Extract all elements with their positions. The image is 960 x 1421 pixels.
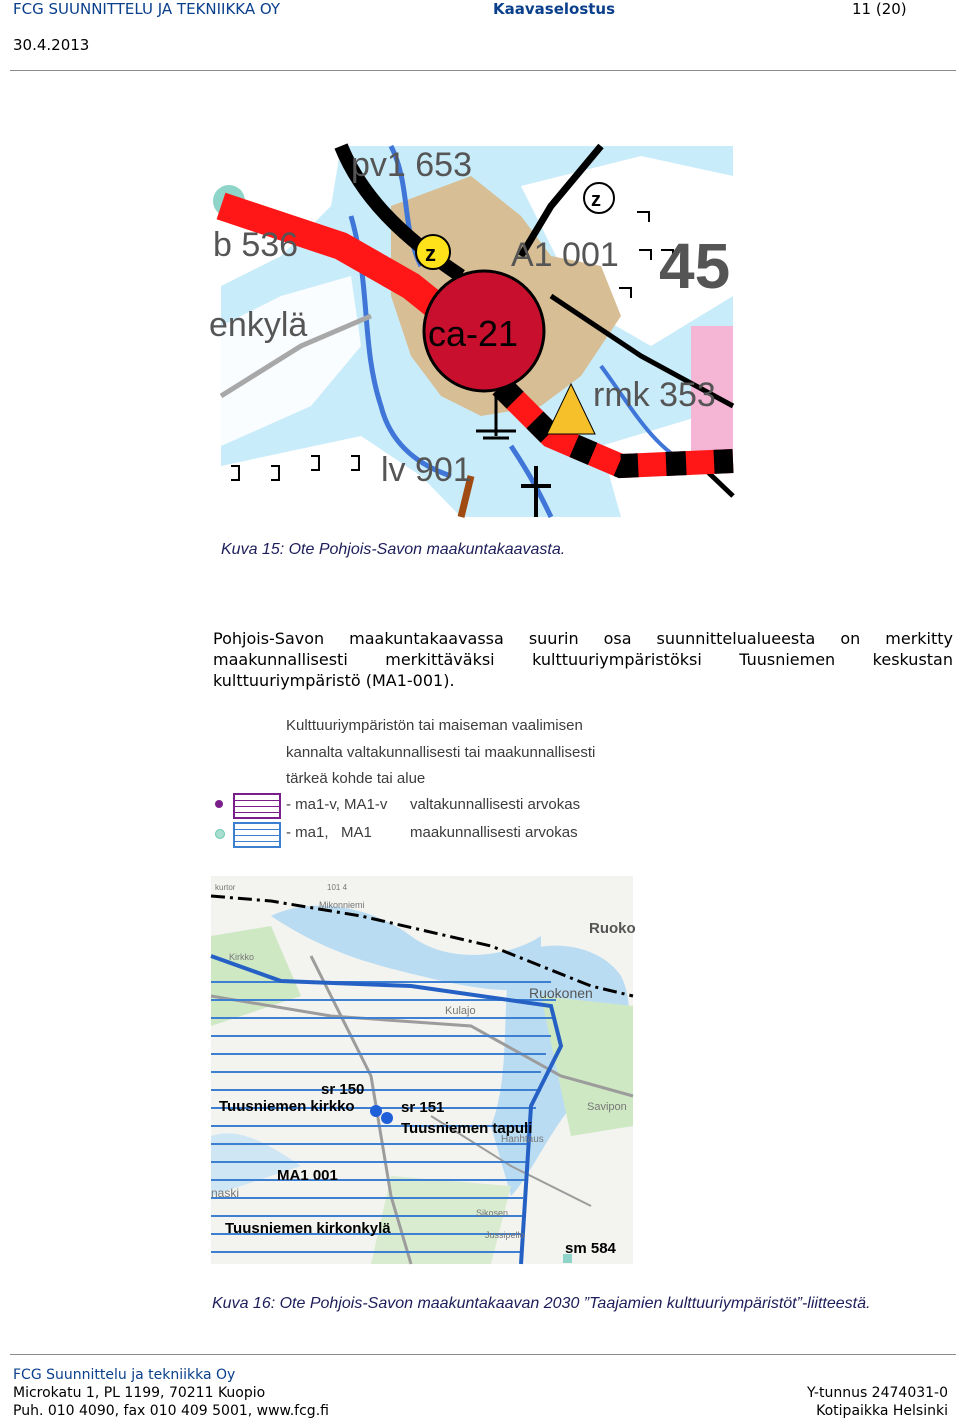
map2-label-ma1: MA1 001	[277, 1167, 338, 1184]
legend-codes-regional: - ma1, MA1	[286, 824, 372, 841]
legend-desc-national: valtakunnallisesti arvokas	[410, 796, 581, 813]
map2-label-ruoko: Ruoko	[589, 920, 636, 937]
map2-label-sm584: sm 584	[565, 1240, 616, 1257]
footer-domicile: Kotipaikka Helsinki	[816, 1403, 948, 1419]
map2-label-kirkonkyla: Tuusniemen kirkonkylä	[225, 1220, 391, 1237]
legend-heading-line-3: tärkeä kohde tai alue	[286, 770, 426, 787]
map-label-z2: z	[591, 189, 601, 211]
legend-heading-line-2: kannalta valtakunnallisesti tai maakunnallisesti	[286, 744, 596, 761]
map2-label-sr151: sr 151	[401, 1099, 445, 1116]
regional-plan-map	[209, 146, 733, 517]
map-label-z1: z	[425, 241, 436, 266]
legend-dot-national	[215, 800, 223, 808]
map2-label-savipon: Savipon	[587, 1101, 627, 1113]
map2-label-naski: naski	[211, 1186, 240, 1200]
cultural-environment-map-drawing	[211, 876, 636, 1264]
map-label-lv: lv 901	[381, 451, 472, 489]
map-label-ca21: ca-21	[428, 313, 519, 354]
header-page-number: 11 (20)	[852, 0, 907, 18]
map-label-b: b 536	[213, 226, 299, 264]
map-label-number: 45	[659, 230, 731, 302]
map2-label-kurtor: kurtor	[215, 883, 236, 892]
header-title: Kaavaselostus	[493, 0, 616, 18]
footer-company: FCG Suunnittelu ja tekniikka Oy	[13, 1367, 236, 1383]
header-divider	[10, 70, 956, 71]
map2-label-mikonniemi: Mikonniemi	[319, 900, 365, 910]
header-date: 30.4.2013	[13, 36, 90, 54]
figure-15-caption: Kuva 15: Ote Pohjois-Savon maakuntakaavasta.	[221, 541, 566, 558]
body-paragraph: Pohjois-Savon maakuntakaavassa suurin osa suunnittelualueesta on merkitty maakunnallisesti merkittäväksi kulttuuriympäristöksi Tuusniemen keskustan kulttuuriympäristö (MA1-001).	[213, 629, 953, 690]
map-label-pv: pv1 653	[351, 146, 472, 184]
map2-label-ruokonen: Ruokonen	[529, 985, 593, 1001]
map2-label-sr150: sr 150	[321, 1081, 365, 1098]
legend-desc-regional: maakunnallisesti arvokas	[410, 824, 578, 841]
footer-ytunnus: Y-tunnus 2474031-0	[807, 1385, 948, 1401]
map2-label-jussi: Jussipello	[485, 1230, 525, 1240]
map2-label-kirkko: Tuusniemen kirkko	[219, 1098, 355, 1115]
legend-codes-national: - ma1-v, MA1-v	[286, 796, 388, 813]
footer-address: Microkatu 1, PL 1199, 70211 Kuopio	[13, 1385, 266, 1401]
header-company: FCG SUUNNITTELU JA TEKNIIKKA OY	[13, 0, 281, 18]
cultural-environment-map	[211, 876, 636, 1264]
map2-label-num: 101 4	[327, 883, 348, 892]
map-label-a1: A1 001	[511, 236, 619, 274]
regional-plan-map-drawing	[209, 146, 733, 517]
footer-divider	[10, 1354, 956, 1355]
legend-heading-line-1: Kulttuuriympäristön tai maiseman vaalimisen	[286, 717, 583, 734]
map2-label-hanhi: Hanhtaus	[501, 1134, 544, 1145]
legend-dot-regional	[215, 829, 225, 839]
figure-16-caption: Kuva 16: Ote Pohjois-Savon maakuntakaavan 2030 ”Taajamien kulttuuriympäristöt”-liitteestä.	[212, 1295, 871, 1312]
legend-swatch-national	[233, 793, 281, 819]
map-label-rmk: rmk 353	[593, 376, 716, 414]
map-legend	[207, 712, 627, 854]
legend-swatch-regional	[233, 822, 281, 848]
map2-label-tapuli: Tuusniemen tapuli	[401, 1120, 533, 1137]
map2-label-siko: Sikosen	[476, 1208, 509, 1218]
footer-contact: Puh. 010 4090, fax 010 409 5001, www.fcg.fi	[13, 1403, 329, 1419]
map-label-nkyla: enkylä	[209, 306, 308, 344]
map2-label-kirkko-small: Kirkko	[229, 952, 255, 962]
map2-label-kulaj: Kulajo	[445, 1005, 476, 1017]
